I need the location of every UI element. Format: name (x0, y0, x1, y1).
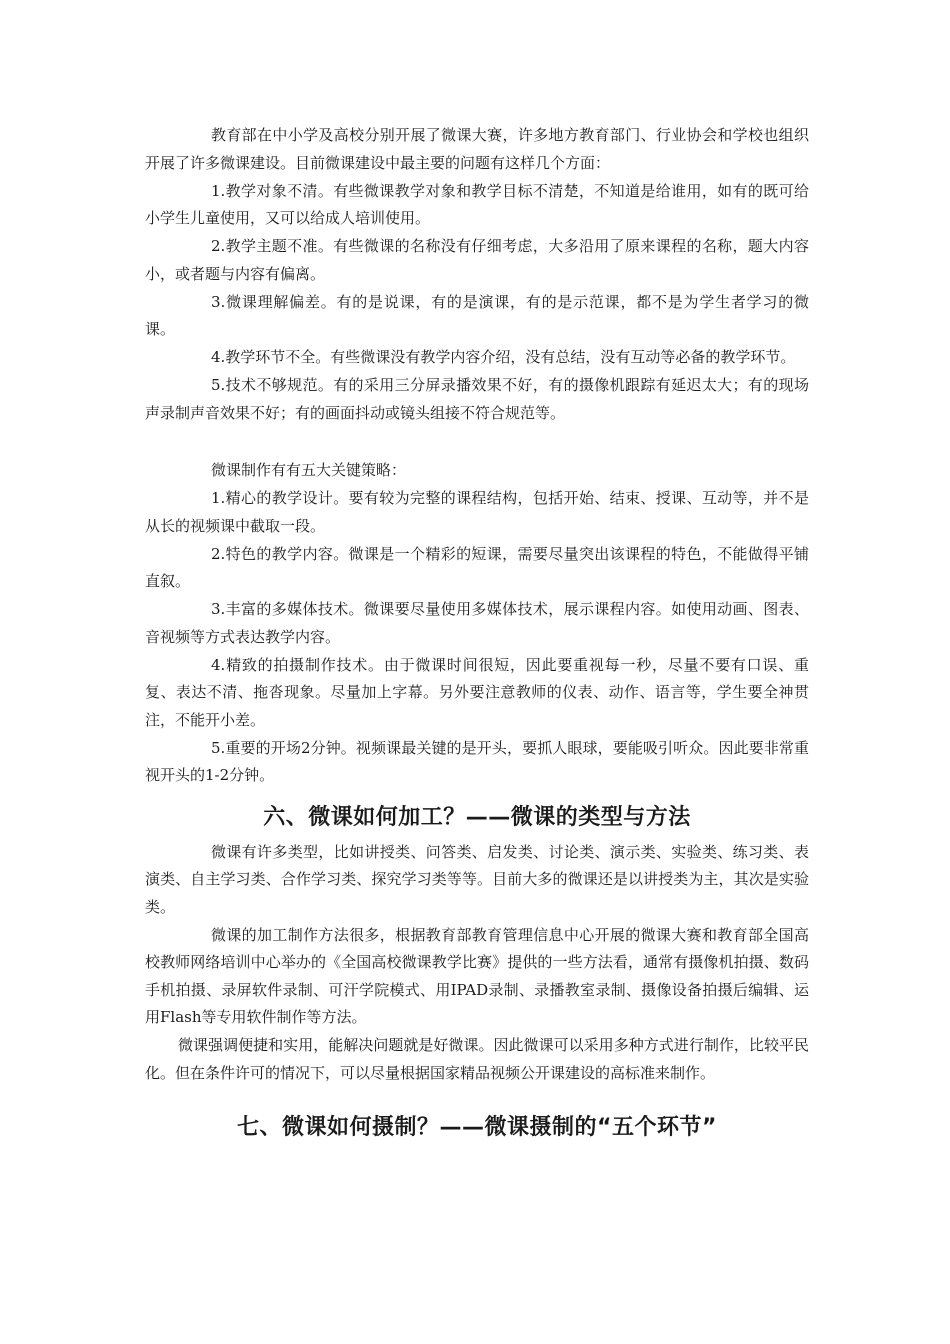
document-page (145, 122, 809, 1143)
paragraph-problem-4: 4.教学环节不全。有些微课没有教学内容介绍，没有总结，没有互动等必备的教学环节。 (211, 348, 796, 366)
paragraph-problem-3: 3.微课理解偏差。有的是说课，有的是演课，有的是示范课，都不是为学生者学习的微课。 (145, 292, 809, 338)
paragraph-problem-1: 1.教学对象不清。有些微课教学对象和教学目标不清楚，不知道是给谁用，如有的既可给小学生儿童使用，又可以给成人培训使用。 (145, 181, 809, 227)
paragraph-strategy-intro: 微课制作有有五大关键策略： (211, 461, 407, 479)
paragraph-methods: 微课的加工制作方法很多，根据教育部教育管理信息中心开展的微课大赛和教育部全国高校教师网络培训中心举办的《全国高校微课教学比赛》提供的一些方法看，通常有摄像机拍摄、数码手机拍摄、录屏软件录制、可汗学院模式、用IPAD录制、录播教室录制、摄像设备拍摄后编辑、运用Flash等专用软件制作等方法。 (145, 925, 809, 1026)
blank-line (145, 427, 809, 457)
blank-line (145, 1087, 809, 1113)
section-strategies (145, 457, 809, 790)
paragraph-types: 微课有许多类型，比如讲授类、问答类、启发类、讨论类、演示类、实验类、练习类、表演类、自主学习类、合作学习类、探究学习类等等。目前大多的微课还是以讲授类为主，其次是实验类。 (145, 842, 809, 916)
paragraph-strategy-5: 5.重要的开场2分钟。视频课最关键的是开头，要抓人眼球，要能吸引听众。因此要非常重视开头的1-2分钟。 (145, 738, 809, 784)
paragraph-strategy-1: 1.精心的教学设计。要有较为完整的课程结构，包括开始、结束、授课、互动等，并不是从长的视频课中截取一段。 (145, 489, 809, 535)
paragraph-practical: 微课强调便捷和实用，能解决问题就是好微课。因此微课可以采用多种方式进行制作，比较平民化。但在条件许可的情况下，可以尽量根据国家精品视频公开课建设的高标准来制作。 (145, 1036, 809, 1082)
paragraph-problem-5: 5.技术不够规范。有的采用三分屏录播效果不好，有的摄像机跟踪有延迟太大；有的现场声录制声音效果不好；有的画面抖动或镜头组接不符合规范等。 (145, 376, 809, 422)
paragraph-strategy-4: 4.精致的拍摄制作技术。由于微课时间很短，因此要重视每一秒，尽量不要有口误、重复、表达不清、拖沓现象。尽量加上字幕。另外要注意教师的仪表、动作、语言等，学生要全神贯注，不能开小差。 (145, 655, 809, 729)
paragraph-strategy-2: 2.特色的教学内容。微课是一个精彩的短课，需要尽量突出该课程的特色，不能做得平铺直叙。 (145, 544, 809, 590)
paragraph-problem-2: 2.教学主题不准。有些微课的名称没有仔细考虑，大多沿用了原来课程的名称，题大内容小，或者题与内容有偏离。 (145, 237, 809, 283)
section-problems (145, 122, 809, 427)
paragraph-intro: 教育部在中小学及高校分别开展了微课大赛，许多地方教育部门、行业协会和学校也组织开展了许多微课建设。目前微课建设中最主要的问题有这样几个方面： (145, 126, 809, 172)
section-heading-seven: 七、微课如何摄制？——微课摄制的“五个环节” (237, 1115, 717, 1140)
paragraph-strategy-3: 3.丰富的多媒体技术。微课要尽量使用多媒体技术，展示课程内容。如使用动画、图表、音视频等方式表达教学内容。 (145, 600, 809, 646)
section-six-body (145, 839, 809, 1088)
section-heading-six: 六、微课如何加工？——微课的类型与方法 (263, 804, 691, 830)
